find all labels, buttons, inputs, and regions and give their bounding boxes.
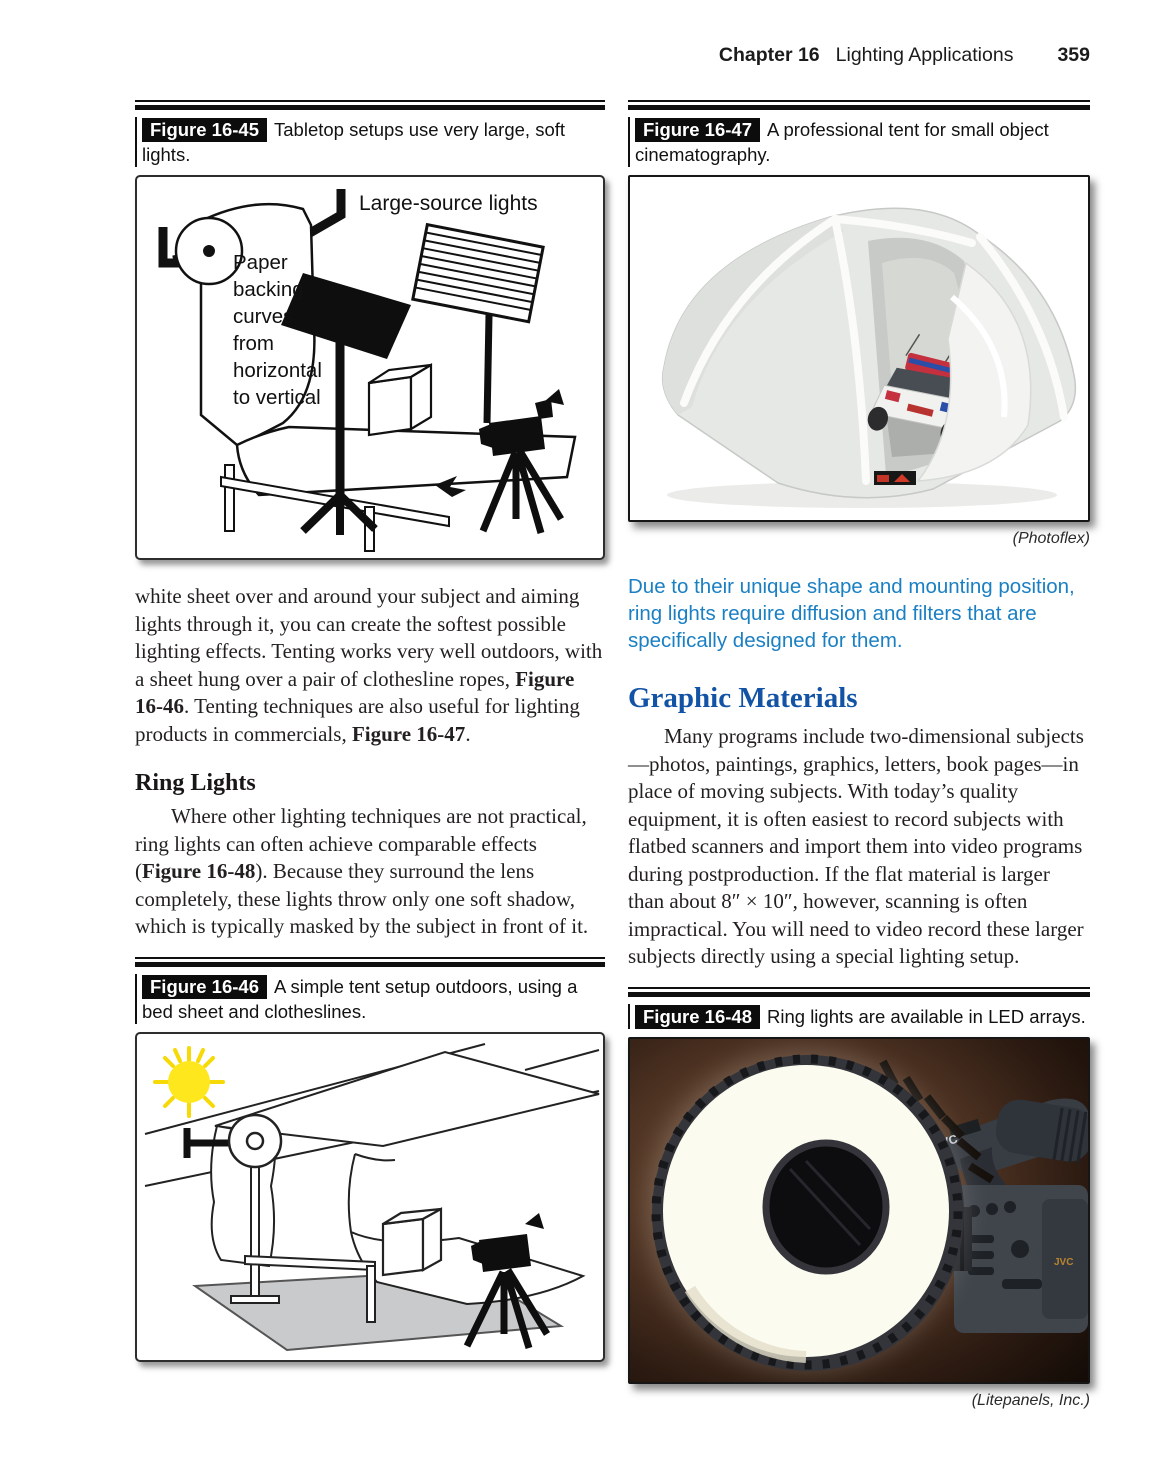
figure-46-label: Figure 16-46 <box>142 975 267 999</box>
caption-rule-thick <box>135 105 605 110</box>
jvc-logo-body: JVC <box>1054 1256 1074 1268</box>
figure-46-reference: Figure 16-46 <box>135 666 575 718</box>
figure-46-caption: A simple tent setup outdoors, using a bed sheet and clotheslines. <box>142 975 578 1022</box>
figure-47-reference: Figure 16-47 <box>351 721 466 746</box>
figure-48-label: Figure 16-48 <box>635 1005 760 1029</box>
caption-rule-thick <box>628 105 1090 110</box>
caption-rule-thin <box>628 100 1090 102</box>
figure-45-diagram <box>135 175 605 560</box>
panel-stand <box>487 315 489 423</box>
caption-rule-thin <box>135 100 605 102</box>
caption-rule-thick <box>628 992 1090 997</box>
light-tent-photo <box>630 177 1088 520</box>
figure-48-reference: Figure 16-48 <box>142 859 256 883</box>
right-column <box>628 100 1090 1411</box>
figure-48-caption: Ring lights are available in LED arrays. <box>767 1005 1086 1027</box>
striped-light-panel <box>413 225 543 322</box>
page-number: 359 <box>1057 44 1090 66</box>
figure-48-photo <box>628 1037 1090 1384</box>
section-title: Lighting Applications <box>835 44 1014 66</box>
figure-47-photo <box>628 175 1090 522</box>
figure-48-credit: (Litepanels, Inc.) <box>971 1391 1090 1409</box>
outdoor-tent-illustration <box>137 1034 603 1360</box>
paragraph-tenting-text: white sheet over and around your subject and aiming lights through it, you can create the softest possible lighting effects. Tenting works very well outdoors, with a sheet hung over a pair of clothesline ropes, <box>135 584 603 691</box>
caption-rule-thin <box>628 987 1090 989</box>
svg-text:horizontal: horizontal <box>233 359 322 382</box>
ring-light-photo <box>630 1039 1088 1382</box>
svg-text:to vertical: to vertical <box>233 386 321 409</box>
caption-rule-thick <box>135 962 605 967</box>
tent-brand-tag <box>874 471 916 485</box>
figure-47-caption-block <box>628 100 1090 167</box>
ring-light <box>646 1049 966 1373</box>
figure-46-caption-block <box>135 957 605 1024</box>
figure-47-label: Figure 16-47 <box>635 118 760 142</box>
subject-box <box>369 365 431 435</box>
svg-text:curves: curves <box>233 305 294 328</box>
svg-text:backing: backing <box>233 278 304 301</box>
figure-47-credit: (Photoflex) <box>1012 530 1090 547</box>
ring-lights-heading: Ring Lights <box>135 770 256 796</box>
figure-45-caption: Tabletop setups use very large, soft lights. <box>142 119 566 165</box>
sun-icon <box>155 1048 223 1116</box>
subject-box <box>383 1209 441 1275</box>
label-large-source-lights: Large-source lights <box>359 192 538 215</box>
figure-45-label: Figure 16-45 <box>142 118 267 142</box>
running-header <box>400 44 1090 67</box>
ring-lights-note: Due to their unique shape and mounting position, ring lights require diffusion and filters that are specifically designed for them. <box>628 575 1075 652</box>
left-column <box>135 100 605 1362</box>
paper-roll-axle-dot <box>203 245 215 257</box>
caption-rule-thin <box>135 957 605 959</box>
svg-text:Paper: Paper <box>233 251 288 274</box>
paragraph-ring-lights: Where other lighting techniques are not practical, ring lights can often achieve comparable effects (Figure 16-48). Because they surround the lens completely, these lights throw only one soft shadow, which is typically masked by the subject in front of it. <box>135 804 589 938</box>
figure-46-diagram <box>135 1032 605 1362</box>
chapter-label: Chapter 16 <box>718 44 820 66</box>
tabletop-setup-illustration <box>137 177 603 558</box>
paragraph-graphic-materials: Many programs include two-dimensional subjects—photos, paintings, graphics, letters, book pages—in place of moving subjects. With today’s quality equipment, it is often easiest to record subjects with flatbed scanners and import them into video programs during postproduction. If the flat material is larger than about 8″ × 10″, however, scanning is often impractical. You will need to video record these larger subjects directly using a special lighting setup. <box>628 724 1084 968</box>
figure-48-caption-block <box>628 987 1090 1029</box>
svg-text:from: from <box>233 332 274 355</box>
figure-45-caption-block <box>135 100 605 167</box>
paragraph-tenting: white sheet over and around your subject and aiming lights through it, you can create the softest possible lighting effects. Tenting works very well outdoors, with a sheet hung over a pair of clothesline ropes, Figure 16-46. Tenting techniques are also useful for lighting products in commercials, Figure 16-47. <box>135 584 603 746</box>
figure-47-caption: A professional tent for small object cinematography. <box>635 119 1049 165</box>
graphic-materials-heading: Graphic Materials <box>628 682 858 714</box>
